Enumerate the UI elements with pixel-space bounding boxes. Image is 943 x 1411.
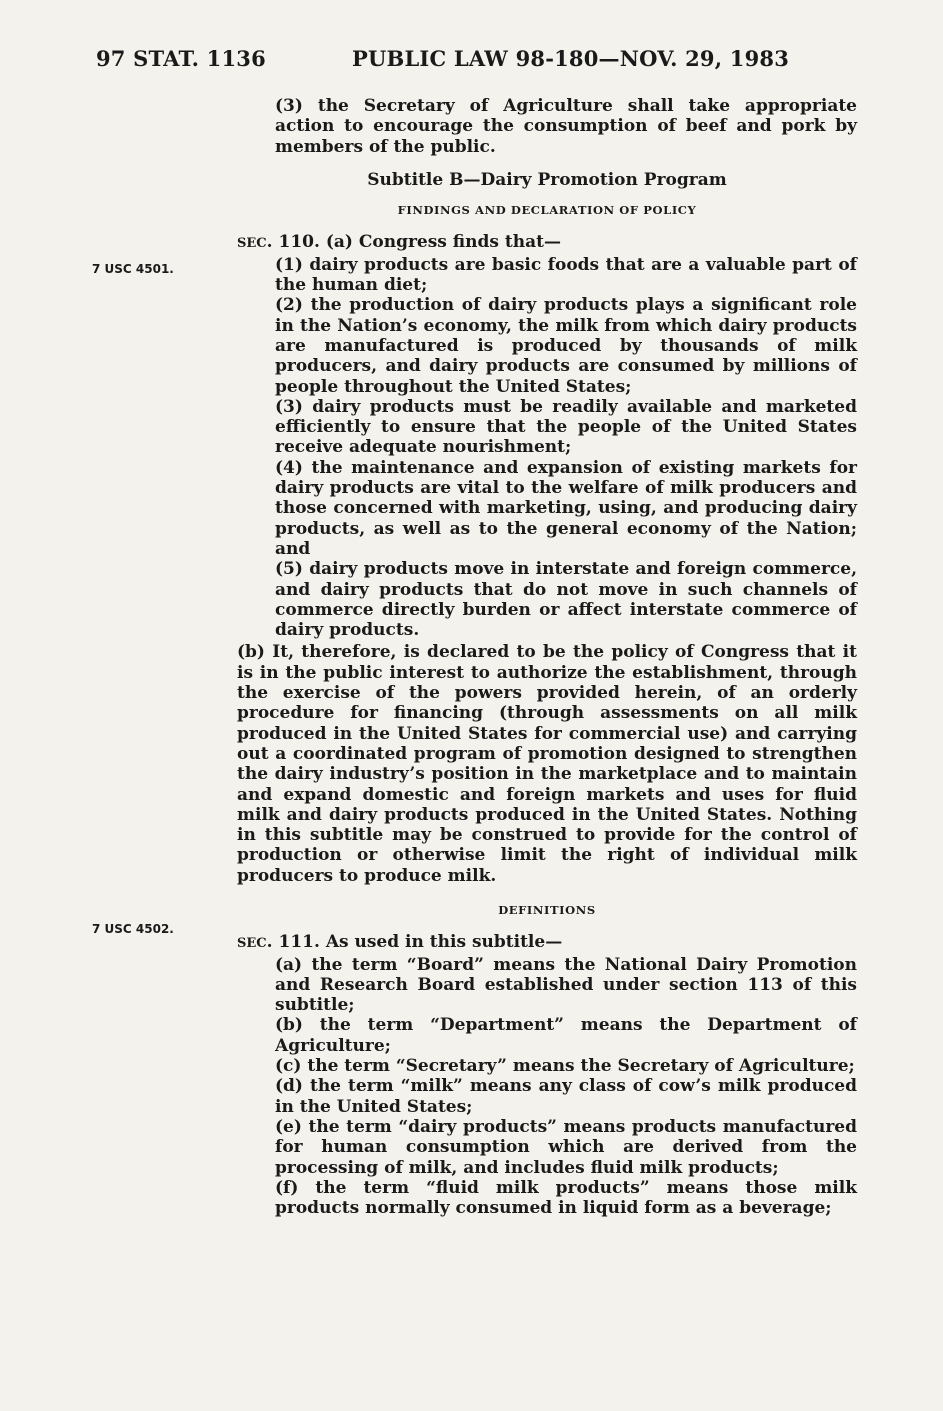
section-111-heading xyxy=(237,932,857,954)
finding-item: (1) dairy products are basic foods that are a valuable part of the human diet; xyxy=(275,254,857,296)
page-stat-number: 97 STAT. 1136 xyxy=(96,46,266,71)
section-label: SEC xyxy=(237,236,267,252)
definition-item: (d) the term “milk” means any class of cow’s milk produced in the United States; xyxy=(275,1076,857,1117)
section-label: SEC xyxy=(237,936,267,952)
definition-item: (e) the term “dairy products” means products manufactured for human consumption which are derived from the processing of milk, and includes fluid milk products; xyxy=(275,1116,857,1178)
margin-note-sec110: 7 USC 4501. xyxy=(92,262,174,276)
definitions-heading: DEFINITIONS xyxy=(498,902,596,917)
document-body xyxy=(237,96,857,1218)
section-110-heading xyxy=(237,232,857,254)
finding-item: (3) dairy products must be readily available and marketed efficiently to ensure that the people of the United States receive adequate nourishment; xyxy=(275,396,857,458)
policy-text: (b) It, therefore, is declared to be the policy of Congress that it is in the public interest to authorize the establishment, through the exercise of the powers provided herein, of an orderly procedure for financing (through assessments on all milk produced in the United States for commercial use) and carrying out a coordinated program of promotion designed to strengthen the dairy industry’s position in the marketplace and to maintain and expand domestic and foreign markets and uses for fluid milk and dairy products produced in the United States. Nothing in this subtitle may be construed to provide for the control of production or otherwise limit the right of individual milk producers to produce milk. xyxy=(237,642,857,886)
section-110-intro: . 110. (a) Congress finds that— xyxy=(266,232,561,253)
definition-item: (c) the term “Secretary” means the Secretary of Agriculture; xyxy=(275,1056,855,1077)
definition-item: (f) the term “fluid milk products” means those milk products normally consumed in liquid form as a beverage; xyxy=(275,1177,857,1219)
page-law-title: PUBLIC LAW 98-180—NOV. 29, 1983 xyxy=(352,46,790,71)
policy-paragraph xyxy=(0,642,857,886)
intro-paragraph: (3) the Secretary of Agriculture shall take appropriate action to encourage the consumption of beef and pork by members of the public. xyxy=(275,96,857,157)
definition-item: (a) the term “Board” means the National Dairy Promotion and Research Board established under section 113 of this subtitle; xyxy=(275,954,857,1016)
subtitle-heading: Subtitle B—Dairy Promotion Program xyxy=(367,169,727,190)
finding-item: (5) dairy products move in interstate and foreign commerce, and dairy products that do not move in such channels of commerce directly burden or affect interstate commerce of dairy products. xyxy=(275,559,857,641)
definition-item: (b) the term “Department” means the Department of Agriculture; xyxy=(275,1015,857,1056)
margin-note-sec111: 7 USC 4502. xyxy=(92,922,174,936)
finding-item: (4) the maintenance and expansion of existing markets for dairy products are vital to the welfare of milk producers and those concerned with marketing, using, and producing dairy products, as well as to the general economy of the Nation; and xyxy=(275,457,857,559)
finding-item: (2) the production of dairy products plays a significant role in the Nation’s economy, the milk from which dairy products are manufactured is produced by thousands of milk producers, and dairy products are consumed by millions of people throughout the United States; xyxy=(275,295,857,397)
section-111-intro: . 111. As used in this subtitle— xyxy=(266,932,563,953)
findings-heading: FINDINGS AND DECLARATION OF POLICY xyxy=(397,203,697,218)
